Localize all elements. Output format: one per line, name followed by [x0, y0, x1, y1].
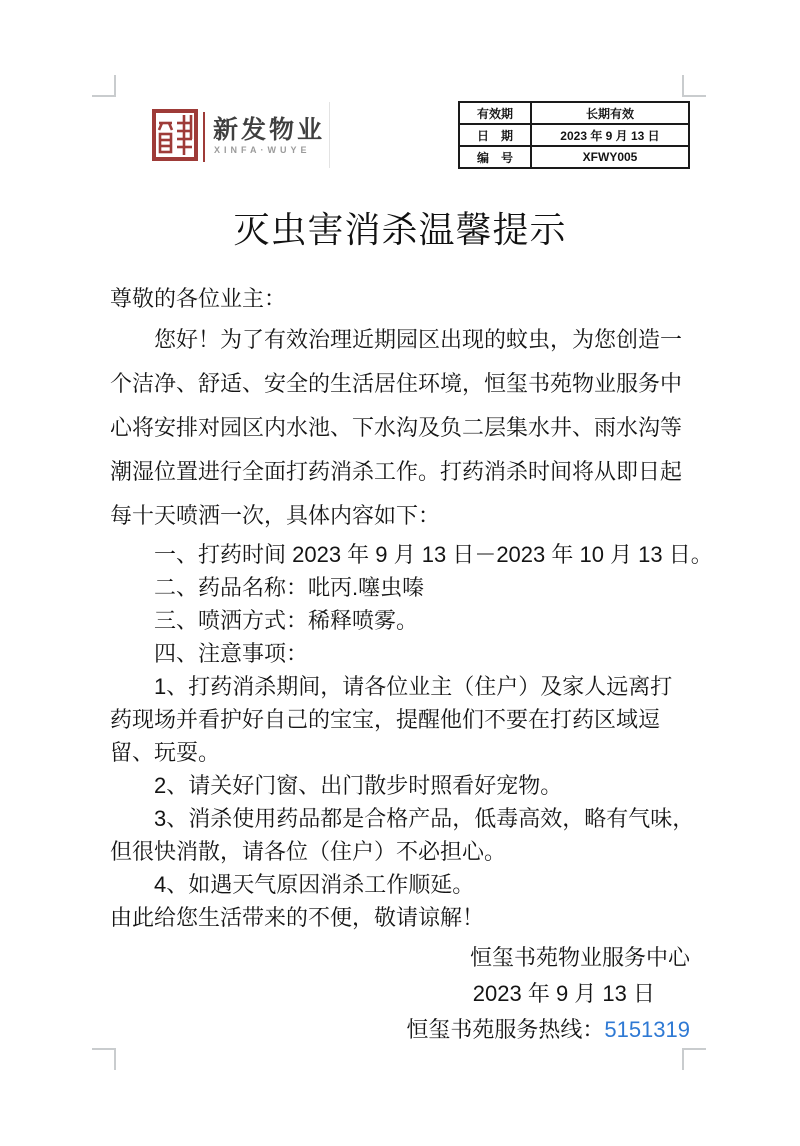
body-line: 四、注意事项： — [154, 641, 309, 666]
closing-block — [110, 940, 690, 1048]
hotline-line — [110, 1012, 690, 1048]
validity-value: 长期有效 — [531, 102, 689, 124]
body-line: 二、药品名称：吡丙.噻虫嗪 — [154, 575, 425, 600]
page-margin-mark-bottom-left — [92, 1048, 116, 1070]
hotline-label: 恒玺书苑服务热线： — [406, 1017, 605, 1042]
page-margin-mark-top-right — [682, 75, 706, 97]
letterhead-divider — [329, 102, 330, 168]
page-margin-mark-top-left — [92, 75, 116, 97]
body-line: 个洁净、舒适、安全的生活居住环境，恒玺书苑物业服务中 — [110, 371, 683, 396]
info-table-row — [459, 146, 689, 168]
info-table — [458, 101, 690, 169]
body-line: 心将安排对园区内水池、下水沟及负二层集水井、雨水沟等 — [110, 415, 683, 440]
body-line: 三、喷洒方式：稀释喷雾。 — [154, 608, 419, 633]
body-line: 但很快消散，请各位（住户）不必担心。 — [110, 839, 507, 864]
page-margin-mark-bottom-right — [682, 1048, 706, 1070]
signature: 恒玺书苑物业服务中心 — [469, 945, 690, 970]
body-line: 您好！为了有效治理近期园区出现的蚊虫，为您创造一 — [154, 327, 683, 352]
number-label: 编 号 — [459, 146, 531, 168]
body-line: 留、玩耍。 — [110, 740, 221, 765]
body-line: 1、打药消杀期间，请各位业主（住户）及家人远离打 — [154, 674, 673, 699]
date-value: 2023 年 9 月 13 日 — [531, 124, 689, 146]
body-line: 由此给您生活带来的不便，敬请谅解！ — [110, 905, 485, 930]
closing-date: 2023 年 9 月 13 日 — [472, 981, 655, 1006]
body-line: 每十天喷洒一次，具体内容如下： — [110, 503, 441, 528]
body-line: 药现场并看护好自己的宝宝，提醒他们不要在打药区域逗 — [110, 707, 661, 732]
hotline-number: 5151319 — [604, 1017, 690, 1042]
number-value: XFWY005 — [531, 146, 689, 168]
body-line: 一、打药时间 2023 年 9 月 13 日－2023 年 10 月 13 日。 — [154, 542, 713, 567]
body-line: 4、如遇天气原因消杀工作顺延。 — [154, 872, 475, 897]
body-line: 潮湿位置进行全面打药消杀工作。打药消杀时间将从即日起 — [110, 459, 683, 484]
company-seal-icon — [152, 108, 198, 162]
date-label: 日 期 — [459, 124, 531, 146]
document-body — [110, 280, 713, 1048]
body-line: 2、请关好门窗、出门散步时照看好宠物。 — [154, 773, 563, 798]
logo-divider — [203, 112, 205, 162]
info-table-row — [459, 102, 689, 124]
body-line: 3、消杀使用药品都是合格产品，低毒高效，略有气味， — [154, 806, 695, 831]
info-table-row — [459, 124, 689, 146]
validity-label: 有效期 — [459, 102, 531, 124]
salutation: 尊敬的各位业主： — [110, 286, 287, 311]
company-name-en: XINFA·WUYE — [214, 145, 311, 155]
company-name-cn: 新发物业 — [213, 116, 326, 144]
document-title: 灭虫害消杀温馨提示 — [233, 210, 567, 250]
